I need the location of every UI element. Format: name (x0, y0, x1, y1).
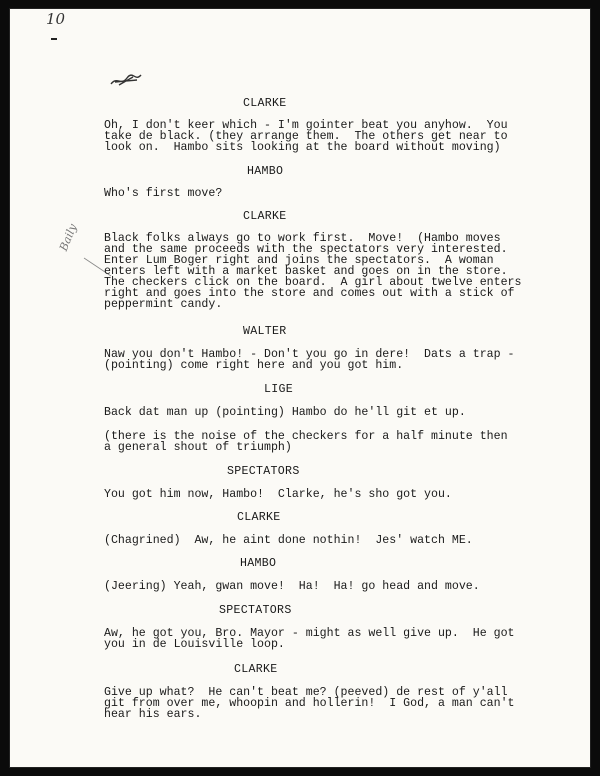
script-page (9, 8, 591, 768)
dialogue-line: take de black. (they arrange them. The others get near to (104, 130, 508, 143)
dialogue-line: (Jeering) Yeah, gwan move! Ha! Ha! go head and move. (104, 580, 480, 593)
dialogue-line: Black folks always go to work first. Move! (Hambo moves (104, 232, 501, 245)
speaker-name: HAMBO (240, 557, 277, 570)
dialogue-line: (Chagrined) Aw, he aint done nothin! Jes' watch ME. (104, 534, 473, 547)
dialogue-line: right and goes into the store and comes out with a stick of (104, 287, 515, 300)
dialogue-line: Naw you don't Hambo! - Don't you go in dere! Dats a trap - (104, 348, 515, 361)
dialogue-line: and the same proceeds with the spectators very interested. (104, 243, 508, 256)
dialogue-line: Give up what? He can't beat me? (peeved) de rest of y'all (104, 686, 508, 699)
speaker-name: HAMBO (247, 165, 284, 178)
dialogue-line: Aw, he got you, Bro. Mayor - might as well give up. He got (104, 627, 515, 640)
dialogue-line: Enter Lum Boger right and joins the spectators. A woman (104, 254, 494, 267)
speaker-name: CLARKE (237, 511, 281, 524)
dialogue-line: enters left with a market basket and goes on in the store. (104, 265, 508, 278)
margin-annotation: Baily (57, 222, 80, 253)
dialogue-line: hear his ears. (104, 708, 202, 721)
speaker-name: SPECTATORS (227, 465, 300, 478)
dialogue-line: You got him now, Hambo! Clarke, he's sho got you. (104, 488, 452, 501)
speaker-name: CLARKE (234, 663, 278, 676)
page-number: 10 (46, 10, 66, 28)
dialogue-line: (pointing) come right here and you got him. (104, 359, 404, 372)
dialogue-line: look on. Hambo sits looking at the board without moving) (104, 141, 501, 154)
speaker-name: LIGE (264, 383, 294, 396)
speaker-name: SPECTATORS (219, 604, 292, 617)
pencil-dash (51, 38, 57, 40)
dialogue-line: Who's first move? (104, 187, 223, 200)
stage-direction: (there is the noise of the checkers for a half minute then (104, 430, 508, 443)
dialogue-line: you in de Louisville loop. (104, 638, 285, 651)
ink-scribble-icon (109, 72, 143, 88)
speaker-name: WALTER (243, 325, 287, 338)
stage-direction: a general shout of triumph) (104, 441, 292, 454)
speaker-name: CLARKE (243, 97, 287, 110)
dialogue-line: Oh, I don't keer which - I'm gointer beat you anyhow. You (104, 119, 508, 132)
dialogue-line: git from over me, whoopin and hollerin! I God, a man can't (104, 697, 515, 710)
dialogue-line: peppermint candy. (104, 298, 223, 311)
dialogue-line: Back dat man up (pointing) Hambo do he'll git et up. (104, 406, 466, 419)
dialogue-line: The checkers click on the board. A girl about twelve enters (104, 276, 522, 289)
speaker-name: CLARKE (243, 210, 287, 223)
